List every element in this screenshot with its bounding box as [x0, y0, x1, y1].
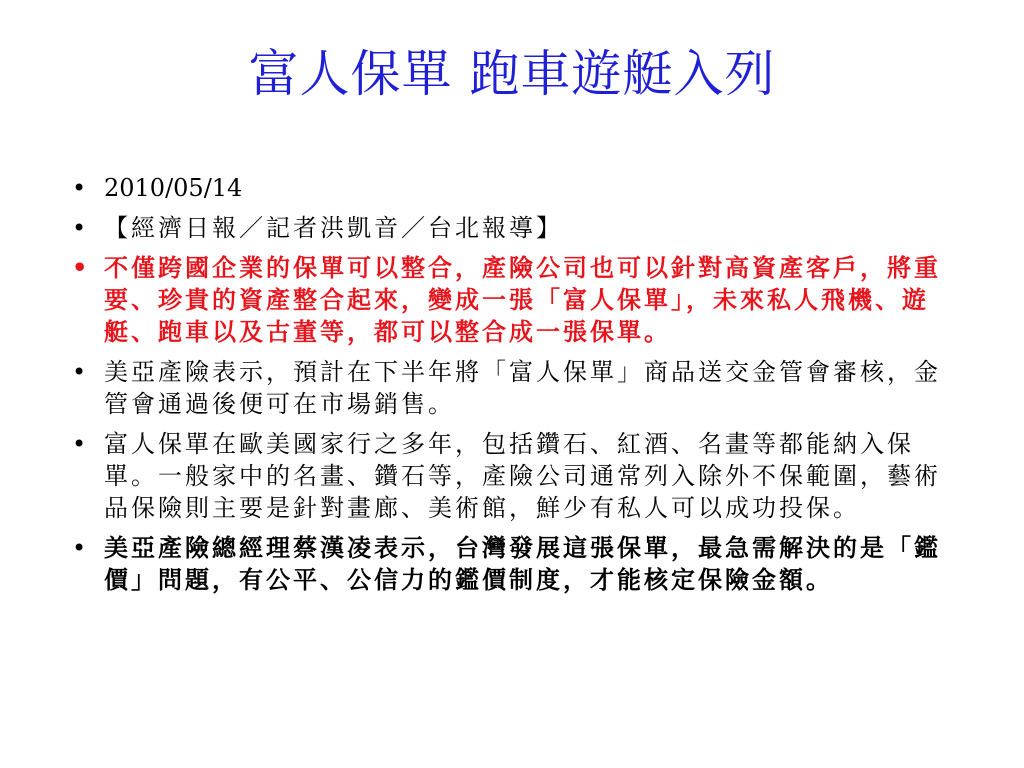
bullet-text-highlight: 不僅跨國企業的保單可以整合，產險公司也可以針對高資產客戶，將重要、珍貴的資產整合起來，變成一張「富人保單」，未來私人飛機、遊艇、跑車以及古董等，都可以整合成一張保單。 — [104, 253, 941, 346]
bullet-text-conclusion: 美亞產險總經理蔡漢凌表示，台灣發展這張保單，最急需解決的是「鑑價」問題，有公平、公信力的鑑價制度，才能核定保險金額。 — [104, 533, 941, 594]
bullet-text-date: 2010/05/14 — [104, 174, 243, 202]
bullet-item-highlight — [72, 252, 960, 348]
bullet-text-background: 富人保單在歐美國家行之多年，包括鑽石、紅酒、名畫等都能納入保單。一般家中的名畫、鑽石等，產險公司通常列入除外不保範圍，藝術品保險則主要是針對畫廊、美術館，鮮少有私人可以成功投保。 — [104, 430, 941, 522]
bullet-marker: • — [72, 253, 91, 282]
bullet-marker: • — [72, 534, 90, 562]
bullet-item-date — [72, 172, 960, 204]
slide-title: 富人保單 跑車遊艇入列 — [248, 45, 776, 103]
bullet-item-background — [72, 428, 960, 524]
bullet-marker: • — [72, 358, 90, 386]
bullet-marker: • — [72, 430, 90, 458]
bullet-item-source — [72, 212, 960, 244]
bullet-list — [72, 172, 960, 604]
bullet-item-conclusion — [72, 532, 960, 596]
bullet-text-plan: 美亞產險表示，預計在下半年將「富人保單」商品送交金管會審核，金管會通過後便可在市場銷售。 — [104, 358, 941, 418]
bullet-text-source: 【經濟日報／記者洪凱音／台北報導】 — [104, 214, 563, 242]
bullet-item-plan — [72, 356, 960, 420]
bullet-marker: • — [72, 174, 90, 202]
bullet-marker: • — [72, 214, 90, 242]
